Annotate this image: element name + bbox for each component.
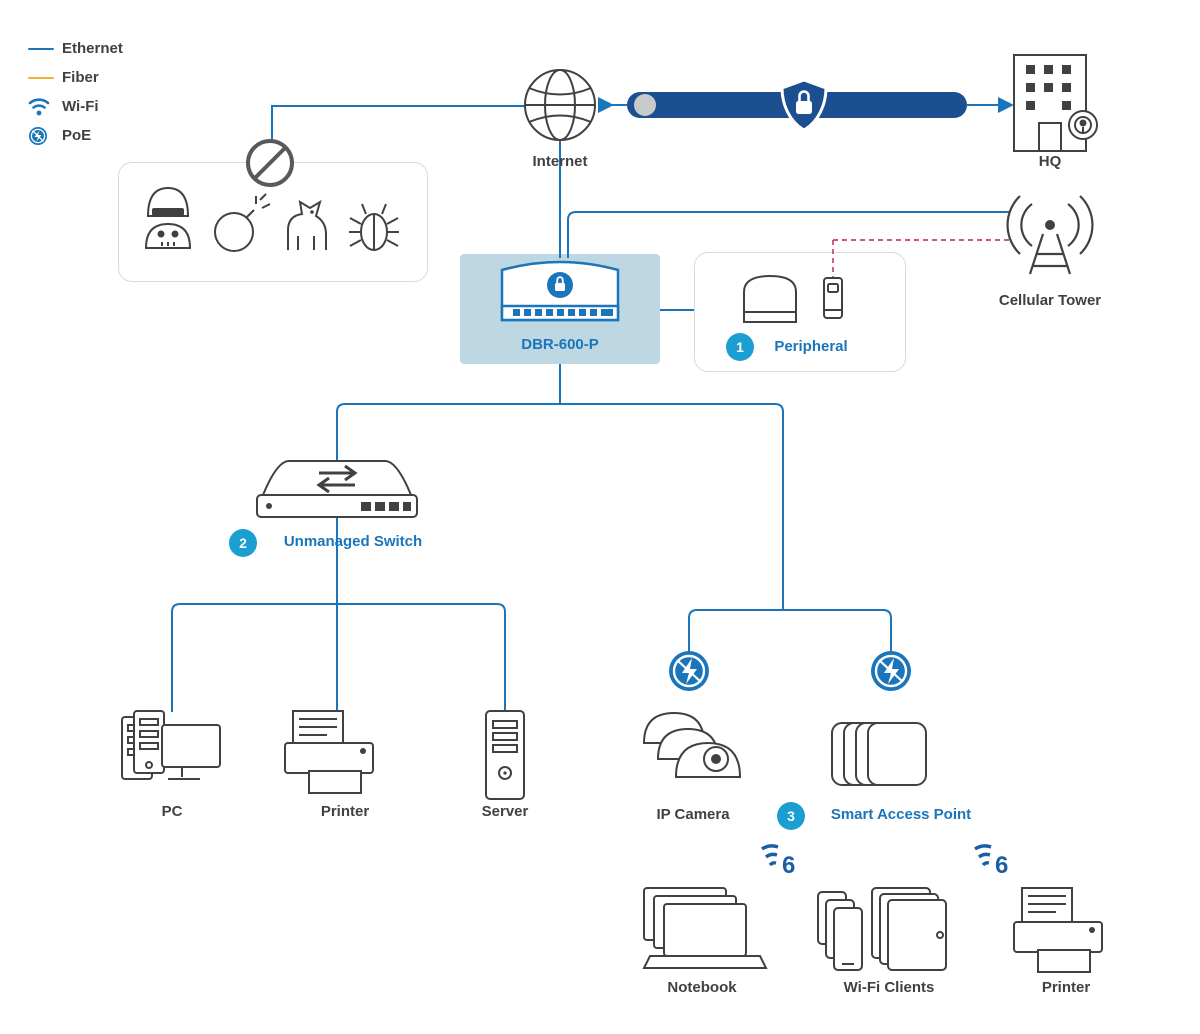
cellular-tower-icon	[1008, 196, 1093, 274]
server-icon	[486, 711, 524, 799]
label-server: Server	[481, 803, 529, 820]
router-icon	[502, 262, 618, 320]
wifi-icon	[28, 98, 62, 116]
link-cellular-router	[568, 212, 1010, 258]
ip-camera-icon	[644, 713, 740, 777]
internet-globe-icon	[525, 70, 595, 140]
poe-badges	[669, 651, 911, 691]
link-threats-internet	[272, 106, 525, 162]
label-router: DBR-600-P	[521, 336, 599, 353]
line-swatch-ethernet-icon	[28, 48, 62, 50]
legend-item-poe	[28, 121, 228, 150]
hacker-icon	[146, 188, 190, 248]
wifi-6-icon	[762, 846, 795, 879]
legend-item-ethernet	[28, 34, 228, 63]
router-lock-icon	[547, 272, 573, 298]
legend-item-wifi	[28, 92, 228, 121]
legend-label-ethernet: Ethernet	[62, 40, 123, 57]
ethernet-links	[172, 106, 1010, 712]
legend-label-fiber: Fiber	[62, 69, 99, 86]
unmanaged-switch-icon	[257, 461, 417, 517]
smart-access-point-icon	[832, 723, 926, 785]
poe-icon	[28, 126, 62, 146]
threat-icons	[146, 141, 399, 251]
legend-label-poe: PoE	[62, 127, 92, 144]
label-internet: Internet	[532, 153, 588, 170]
svg-text:6: 6	[995, 852, 1009, 879]
wifi-6-icon	[975, 846, 1008, 879]
label-unmanaged-switch: Unmanaged Switch	[283, 533, 423, 550]
no-entry-icon	[248, 141, 292, 185]
label-notebook: Notebook	[667, 979, 737, 996]
legend-item-fiber	[28, 63, 228, 92]
label-hq: HQ	[1038, 153, 1062, 170]
legend	[28, 34, 228, 150]
label-printer-wifi: Printer	[1041, 979, 1091, 996]
bomb-icon	[215, 194, 270, 251]
trojan-horse-icon	[288, 202, 326, 250]
label-ip-camera: IP Camera	[656, 806, 730, 823]
wifi6-marks	[762, 846, 1008, 879]
label-cellular-tower: Cellular Tower	[998, 292, 1102, 309]
label-pc: PC	[161, 803, 183, 820]
hq-building-icon	[1014, 55, 1097, 151]
label-printer-lan: Printer	[320, 803, 370, 820]
printer-lan-icon	[285, 711, 373, 793]
pc-icon	[122, 711, 220, 779]
badge-peripheral: 1	[726, 333, 754, 361]
usb-dongle-icon	[824, 278, 842, 318]
vpn-tunnel	[600, 80, 1000, 130]
bug-icon	[349, 204, 399, 250]
link-poe-bus	[689, 610, 891, 652]
peripheral-icon	[744, 276, 796, 322]
label-smart-access-point: Smart Access Point	[830, 806, 972, 823]
line-swatch-fiber-icon	[28, 77, 62, 79]
badge-smart-access-point: 3	[777, 802, 805, 830]
label-peripheral: Peripheral	[774, 338, 848, 355]
wifi-clients-icon	[818, 888, 946, 970]
printer-wifi-icon	[1014, 888, 1102, 972]
legend-label-wifi: Wi-Fi	[62, 98, 99, 115]
badge-unmanaged-switch: 2	[229, 529, 257, 557]
label-wifi-clients: Wi-Fi Clients	[843, 979, 935, 996]
vpn-shield-lock-icon	[782, 80, 826, 130]
poe-bolt-icon	[871, 651, 911, 691]
poe-bolt-icon	[669, 651, 709, 691]
notebook-icon	[644, 888, 766, 968]
svg-text:6: 6	[782, 852, 796, 879]
link-lan-bus	[172, 604, 505, 712]
